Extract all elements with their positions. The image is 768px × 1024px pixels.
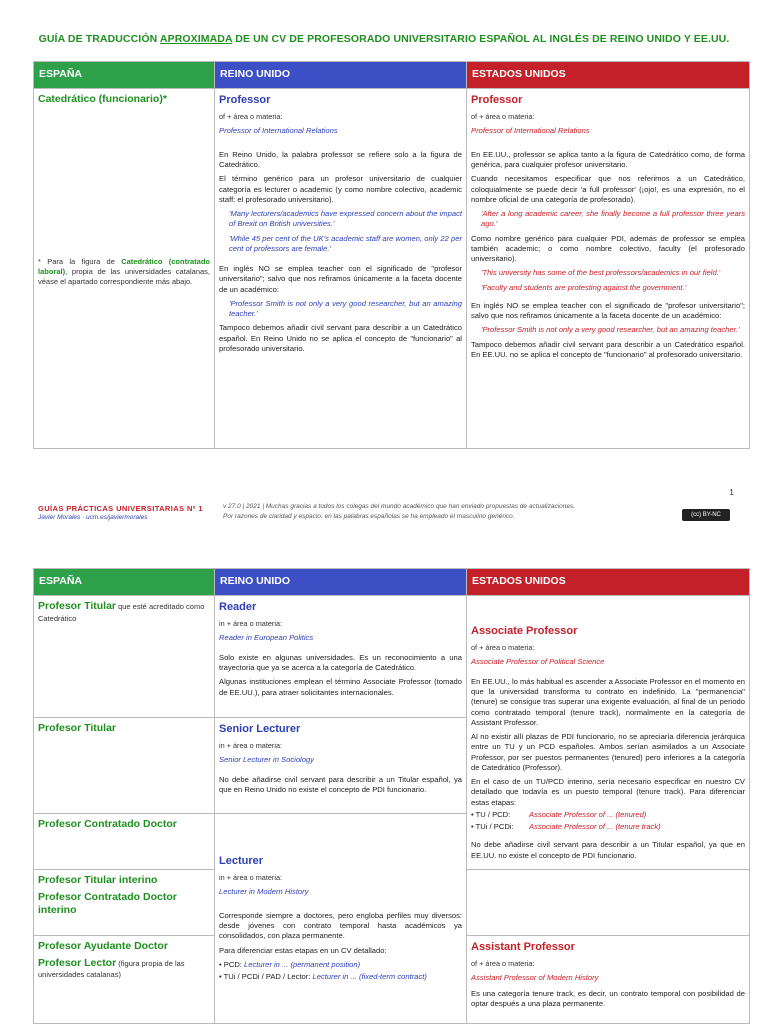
us-associate-bullet2: • TUi / PCDi: Associate Professor of ... (tenure track) (471, 822, 661, 832)
es-ayudante-lector-cell (34, 935, 215, 1023)
es-row3-title2: Profesor Contratado Doctor interino (38, 890, 177, 917)
header-us: ESTADOS UNIDOS (467, 62, 750, 89)
us-associate-p3: En el caso de un TU/PCD interino, sería necesario especificar en nuestro CV detallado que todavía es un puesto temporal (tenure track). Para diferenciar estas etapas: (471, 777, 745, 807)
uk-example: Professor of International Relations (219, 125, 338, 135)
us-associate-p4: No debe añadirse civil servant para describir a un Titular español, ya que en EE.UU. no existe el concepto de PDI funcionario. (471, 840, 745, 860)
uk-senior-label: in + área o materia: (219, 740, 283, 750)
uk-senior-cell (215, 718, 467, 814)
us-associate-example: Associate Professor of Political Science (471, 656, 605, 666)
es-row3-title: Profesor Titular interino (38, 873, 158, 886)
es-row4-title: Profesor Ayudante Doctor (38, 939, 168, 952)
us-p2: Cuando necesitamos especificar que nos referimos a un Catedrático, coloquialmente se puede decir 'a full professor' (¡ojo!, es una expresión, no el nombre oficial de una categoría de profesorado). (471, 174, 745, 204)
page-number: 1 (729, 487, 734, 497)
footer-meta-line2: Por razones de claridad y espacio, en las palabras españolas se ha empleado el masculino genérico. (223, 513, 515, 521)
uk-reader-label: in + área o materia: (219, 618, 283, 628)
uk-lecturer-label: in + área o materia: (219, 872, 283, 882)
footer-meta-line1: v 27.0 | 2021 | Muchas gracias a todos los colegas del mundo académico que han enviado propuestas de actualizaciones. (223, 503, 576, 510)
guide-table-page1 (33, 61, 750, 449)
us-associate-title: Associate Professor (471, 625, 578, 637)
uk-quote2: 'While 45 per cent of the UK's academic staff are women, only 22 per cent of professors are female.' (229, 233, 462, 253)
uk-lecturer-p2: Para diferenciar estas etapas en un CV detallado: (219, 945, 387, 955)
us-associate-cell (467, 596, 750, 870)
uk-lecturer-bullet2: • TUi / PCDi / PAD / Lector: Lecturer in ... (fixed-term contract) (219, 972, 427, 982)
us-quote4: 'Professor Smith is not only a very good researcher, but an amazing teacher.' (481, 325, 740, 335)
uk-senior-p1: No debe añadirse civil servant para describir a un Titular español, ya que en Reino Unido no existe el concepto de PDI funcionario. (219, 774, 462, 795)
es-row4-title2: Profesor Lector (38, 956, 117, 969)
us-assistant-p1: Es una categoría tenure track, es decir, un contrato temporal con posibilidad de optar después a una plaza permanente. (471, 988, 745, 1009)
uk-professor-title: Professor (219, 94, 271, 106)
us-assistant-title: Assistant Professor (471, 940, 575, 953)
es-interino-cell (34, 869, 215, 935)
page-title: GUÍA DE TRADUCCIÓN APROXIMADA DE UN CV DE PROFESORADO UNIVERSITARIO ESPAÑOL AL INGLÉS DE REINO UNIDO Y EE.UU. (38, 33, 730, 45)
us-p4: En inglés NO se emplea teacher con el significado de "profesor universitario"; salvo que nos refiramos únicamente a la faceta docente de un académico: (471, 300, 745, 321)
uk-p1: En Reino Unido, la palabra professor se refiere solo a la figura de Catedrático. (219, 149, 462, 170)
uk-lecturer-cell (215, 814, 467, 1024)
uk-lecturer-p1: Corresponde siempre a doctores, pero engloba perfiles muy diversos: desde jóvenes con contrato temporal hasta académicos ya consolidados, con plaza permanente. (219, 910, 462, 941)
uk-lecturer-title: Lecturer (219, 855, 264, 867)
uk-senior-title: Senior Lecturer (219, 723, 301, 735)
us-example: Professor of International Relations (471, 125, 590, 135)
us-quote1: 'After a long academic career, she finally become a full professor three years ago.' (481, 209, 745, 229)
us-p3: Como nombre genérico para cualquier PDI, además de professor se emplea también academic; o como nombre colectivo, faculty (el profesorado universitario). (471, 233, 745, 264)
es-catedratico-title: Catedrático (funcionario)* (38, 93, 167, 105)
uk-p2: El término genérico para un profesor universitario de cualquier categoría es lecturer o academic (y como nombre colectivo, academic staff: el profesorado universitario). (219, 174, 462, 204)
us-associate-label: of + área o materia: (471, 642, 535, 652)
uk-reader-p1: Solo existe en algunas universidades. Es un reconocimiento a una trayectoria que ya se acerca a la categoría de Catedrático. (219, 652, 462, 673)
header-spain-2: ESPAÑA (34, 569, 215, 596)
footnote: * Para la figura de Catedrático (contratado laboral), propia de las universidades catalanas, véase el apartado correspondiente más abajo. (38, 256, 210, 286)
header-uk-2: REINO UNIDO (215, 569, 467, 596)
us-assistant-label: of + área o materia: (471, 958, 535, 968)
es-titular-acreditado-cell (34, 596, 215, 718)
guide-table-page2 (33, 568, 750, 1024)
es-titular-cell (34, 718, 215, 814)
es-contratado-doctor-cell (34, 814, 215, 870)
es-row2-title: Profesor Contratado Doctor (38, 818, 177, 830)
uk-p3: En inglés NO se emplea teacher con el significado de "profesor universitario"; salvo que nos refiramos únicamente a la faceta docente de un académico: (219, 264, 462, 294)
uk-professor-cell (215, 89, 467, 449)
footer-author-link[interactable]: Javier Morales · ucm.es/javiermorales (38, 514, 148, 521)
uk-quote3: 'Professor Smith is not only a very good researcher, but an amazing teacher.' (229, 298, 462, 319)
footer-brand: GUÍAS PRÁCTICAS UNIVERSITARIAS Nº 1 (38, 504, 203, 513)
uk-lecturer-bullet1: • PCD: Lecturer in ... (permanent position) (219, 959, 361, 969)
uk-p4: Tampoco debemos añadir civil servant para describir a un Catedrático español. En Reino Unido no se aplica el concepto de "funcionario" al profesorado universitario. (219, 323, 462, 353)
uk-reader-cell (215, 596, 467, 718)
uk-lecturer-example: Lecturer in Modern History (219, 886, 309, 896)
us-empty-cell (467, 869, 750, 935)
header-spain: ESPAÑA (34, 62, 215, 89)
us-professor-cell (467, 89, 750, 449)
page-footer (38, 487, 750, 532)
header-uk: REINO UNIDO (215, 62, 467, 89)
uk-label: of + área o materia: (219, 111, 283, 121)
us-quote2: 'This university has some of the best professors/academics in our field.' (481, 268, 721, 278)
header-us-2: ESTADOS UNIDOS (467, 569, 750, 596)
uk-reader-p2: Algunas instituciones emplean el término Associate Professor (tomado de EE.UU.), para atraer solicitantes internacionales. (219, 677, 462, 697)
es-row0-note: que esté acreditado como Catedrático (38, 602, 205, 623)
es-row1-title: Profesor Titular (38, 722, 116, 734)
uk-reader-title: Reader (219, 601, 257, 613)
us-professor-title: Professor (471, 94, 523, 106)
us-assistant-cell (467, 935, 750, 1023)
us-associate-p1: En EE.UU., lo más habitual es ascender a Associate Professor en el momento en que la universidad transforma tu contrato en indefinido. La "permanencia" (tenure) se consigue tras superar una exigente evaluación, al final de un periodo como contratado temporal (tenure track), normalmente en la categoría de Assistant Professor. (471, 676, 745, 727)
uk-reader-example: Reader in European Politics (219, 632, 314, 642)
us-p5: Tampoco debemos añadir civil servant para describir a un Catedrático español. En EE.UU. no se aplica el concepto de "funcionario" al profesorado universitario. (471, 339, 745, 359)
us-associate-bullet1: • TU / PCD: Associate Professor of ... (tenured) (471, 809, 647, 819)
us-p1: En EE.UU., professor se aplica tanto a la figura de Catedrático como, de forma genérica, para cualquier profesor universitario. (471, 149, 745, 170)
footer-meta (223, 502, 673, 522)
uk-quote1: 'Many lecturers/academics have expressed concern about the impact of Brexit on British universities.' (229, 209, 462, 229)
us-quote3: 'Faculty and students are protesting against the government.' (481, 282, 687, 292)
es-row0-title: Profesor Titular (38, 600, 116, 612)
es-row4-note: (figura propia de las universidades catalanas) (38, 958, 185, 980)
uk-senior-example: Senior Lecturer in Sociology (219, 754, 314, 764)
us-associate-p2: Al no existir allí plazas de PDI funcionario, no se apreciaría diferencia jerárquica entre un TU y un PCD españoles. Ambos serían asimilados a un Associate Professor, por ser puestos permanentes (tenured) pero inferiores a la categoría de Catedrático (Professor). (471, 732, 745, 772)
cc-license-icon: (cc) BY-NC (682, 509, 730, 521)
us-label: of + área o materia: (471, 111, 535, 121)
us-assistant-example: Assistant Professor of Modern History (471, 972, 599, 982)
es-catedratico-cell (34, 89, 215, 449)
